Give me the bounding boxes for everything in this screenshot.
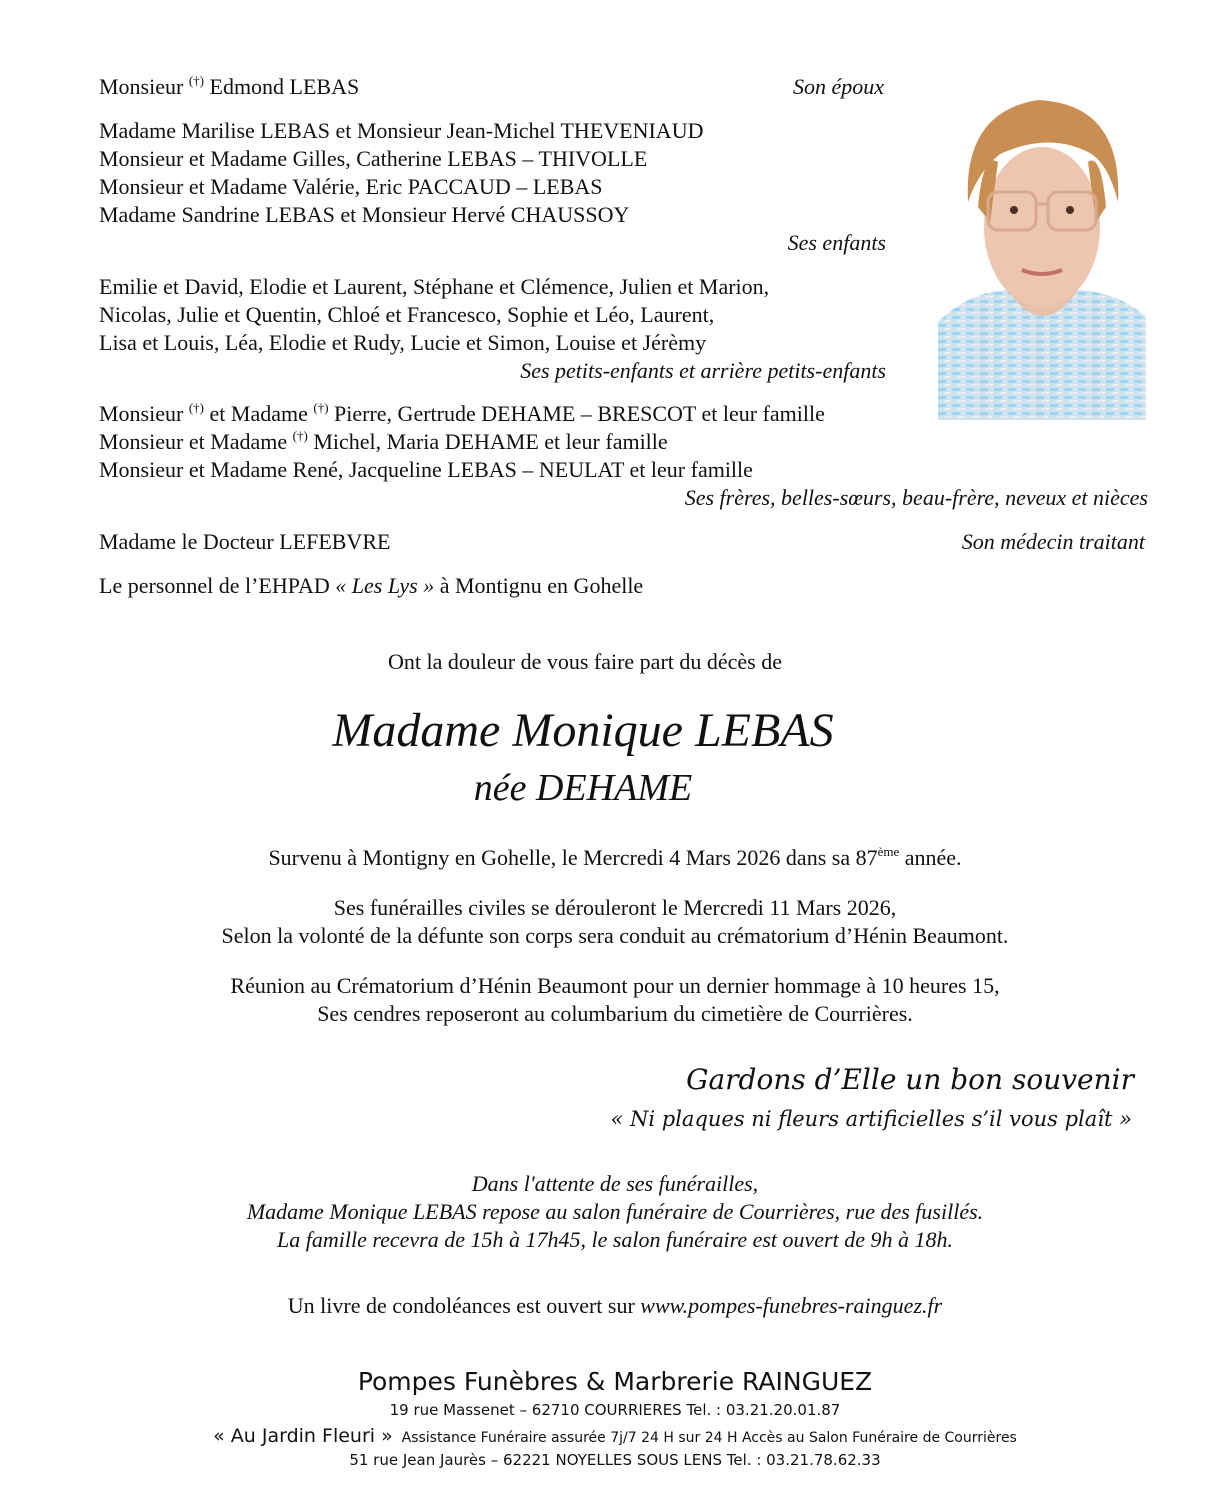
text: Monsieur et Madame	[99, 429, 293, 454]
text: Monsieur	[99, 401, 189, 426]
child-line: Madame Sandrine LEBAS et Monsieur Hervé CHAUSSOY	[99, 202, 630, 227]
death-line	[8, 844, 1214, 872]
text: Survenu à Montigny en Gohelle, le Mercredi 4 Mars 2026 dans sa 87	[268, 845, 878, 870]
deceased-mark: (†)	[313, 400, 329, 415]
relation-grandchildren: Ses petits-enfants et arrière petits-enfants	[520, 358, 886, 383]
relation-doctor: Son médecin traitant	[961, 529, 1145, 554]
gathering-line: Réunion au Crématorium d’Hénin Beaumont pour un dernier hommage à 10 heures 15,	[230, 973, 1000, 998]
deceased-maiden-name: née DEHAME	[473, 767, 693, 809]
child-line: Madame Marilise LEBAS et Monsieur Jean-Michel THEVENIAUD	[99, 118, 704, 143]
text: Michel, Maria DEHAME et leur famille	[307, 429, 668, 454]
sibling-line	[99, 400, 825, 428]
text: Un livre de condoléances est ouvert sur	[287, 1293, 641, 1318]
viewing-line: La famille recevra de 15h à 17h45, le salon funéraire est ouvert de 9h à 18h.	[277, 1227, 953, 1252]
ordinal-suffix: ème	[877, 844, 900, 859]
company-address: 19 rue Massenet – 62710 COURRIERES Tel. : 03.21.20.01.87	[389, 1401, 841, 1419]
deceased-name: Madame Monique LEBAS	[332, 704, 834, 757]
relation-spouse: Son époux	[792, 74, 884, 99]
funeral-line: Ses funérailles civiles se dérouleront le Mercredi 11 Mars 2026,	[333, 895, 897, 920]
relation-children: Ses enfants	[787, 230, 886, 255]
branch-name: « Au Jardin Fleuri »	[213, 1425, 393, 1447]
spouse-name: Edmond LEBAS	[204, 74, 360, 99]
text: Le personnel de l’EHPAD	[99, 573, 336, 598]
child-line: Monsieur et Madame Gilles, Catherine LEBAS – THIVOLLE	[99, 146, 648, 171]
branch-line	[8, 1424, 1214, 1450]
grandchildren-line: Lisa et Louis, Léa, Elodie et Rudy, Lucie et Simon, Louise et Jérèmy	[99, 330, 707, 355]
condolences-link[interactable]: www.pompes-funebres-rainguez.fr	[640, 1293, 943, 1318]
deceased-mark: (†)	[292, 428, 308, 443]
spouse-prefix: Monsieur	[99, 74, 189, 99]
company-name: Pompes Funèbres & Marbrerie RAINGUEZ	[357, 1367, 873, 1396]
staff-line	[99, 572, 643, 600]
branch-info: Assistance Funéraire assurée 7j/7 24 H sur 24 H Accès au Salon Funéraire de Courrières	[401, 1430, 1017, 1446]
remembrance-request: « Ni plaques ni fleurs artificielles s’il vous plaît »	[610, 1107, 1132, 1131]
text: à Montignu en Gohelle	[434, 573, 644, 598]
funeral-line: Selon la volonté de la défunte son corps sera conduit au crématorium d’Hénin Beaumont.	[221, 923, 1009, 948]
text: année.	[899, 845, 962, 870]
deceased-mark: (†)	[188, 73, 204, 88]
ehpad-name: « Les Lys »	[335, 573, 435, 598]
spouse-line	[99, 73, 359, 101]
viewing-line: Madame Monique LEBAS repose au salon funéraire de Courrières, rue des fusillés.	[246, 1199, 984, 1224]
deceased-mark: (†)	[188, 400, 204, 415]
portrait-photo	[938, 92, 1146, 420]
grandchildren-line: Nicolas, Julie et Quentin, Chloé et Francesco, Sophie et Léo, Laurent,	[99, 302, 715, 327]
doctor-line: Madame le Docteur LEFEBVRE	[99, 529, 391, 554]
viewing-line: Dans l'attente de ses funérailles,	[471, 1171, 759, 1196]
condolences-line	[8, 1292, 1214, 1320]
sibling-line: Monsieur et Madame René, Jacqueline LEBAS – NEULAT et leur famille	[99, 457, 753, 482]
text: Pierre, Gertrude DEHAME – BRESCOT et leur famille	[328, 401, 825, 426]
gathering-line: Ses cendres reposeront au columbarium du cimetière de Courrières.	[317, 1001, 913, 1026]
child-line: Monsieur et Madame Valérie, Eric PACCAUD – LEBAS	[99, 174, 603, 199]
portrait-icon	[938, 92, 1146, 420]
remembrance-motto: Gardons d’Elle un bon souvenir	[686, 1063, 1134, 1096]
text: et Madame	[204, 401, 314, 426]
announcement: Ont la douleur de vous faire part du décès de	[387, 649, 783, 674]
relation-siblings: Ses frères, belles-sœurs, beau-frère, neveux et nièces	[684, 485, 1148, 510]
sibling-line	[99, 428, 668, 456]
grandchildren-line: Emilie et David, Elodie et Laurent, Stéphane et Clémence, Julien et Marion,	[99, 274, 770, 299]
branch-address: 51 rue Jean Jaurès – 62221 NOYELLES SOUS LENS Tel. : 03.21.78.62.33	[349, 1451, 881, 1469]
